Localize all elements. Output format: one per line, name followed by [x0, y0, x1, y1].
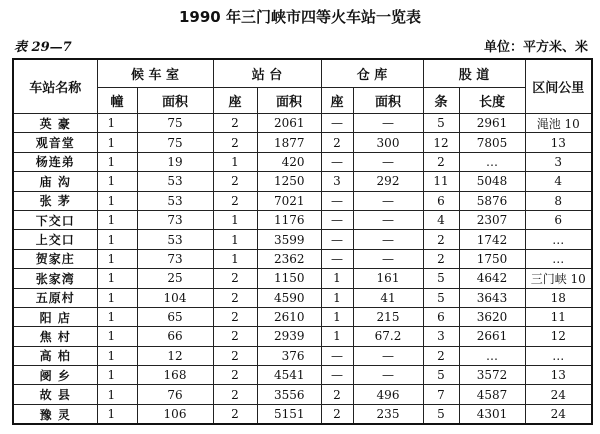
distance-cell: 18 — [525, 288, 592, 307]
distance-cell: … — [525, 230, 592, 249]
table-row — [13, 288, 592, 307]
warehouse-area-cell: — — [353, 249, 423, 268]
waiting-count-cell: 1 — [97, 152, 137, 171]
warehouse-area-cell: — — [353, 230, 423, 249]
platform-area-cell: 420 — [257, 152, 321, 171]
waiting-count-cell: 1 — [97, 404, 137, 424]
warehouse-area-cell: — — [353, 114, 423, 133]
platform-area-cell: 1877 — [257, 133, 321, 152]
warehouse-area-cell: — — [353, 366, 423, 385]
platform-count-cell: 2 — [213, 385, 257, 404]
platform-area-cell: 3556 — [257, 385, 321, 404]
waiting-count-cell: 1 — [97, 385, 137, 404]
waiting-count-cell: 1 — [97, 172, 137, 191]
waiting-count-cell: 1 — [97, 133, 137, 152]
warehouse-area-cell: 300 — [353, 133, 423, 152]
table-row — [13, 114, 592, 133]
table-body — [13, 114, 592, 425]
table-title: 1990 年三门峡市四等火车站一览表 — [179, 8, 421, 26]
track-length-cell: 3620 — [459, 307, 525, 326]
waiting-area-cell: 168 — [137, 366, 213, 385]
platform-area-cell: 1150 — [257, 269, 321, 288]
platform-area-cell: 7021 — [257, 191, 321, 210]
header-track-count: 条 — [423, 88, 459, 114]
waiting-area-cell: 106 — [137, 404, 213, 424]
warehouse-area-cell: 496 — [353, 385, 423, 404]
platform-count-cell: 1 — [213, 152, 257, 171]
header-warehouse-area: 面积 — [353, 88, 423, 114]
station-name-cell: 观音堂 — [13, 133, 97, 152]
station-name-cell: 张 茅 — [13, 191, 97, 210]
track-length-cell: 2661 — [459, 327, 525, 346]
waiting-area-cell: 53 — [137, 230, 213, 249]
distance-cell: … — [525, 249, 592, 268]
waiting-count-cell: 1 — [97, 307, 137, 326]
waiting-count-cell: 1 — [97, 230, 137, 249]
warehouse-count-cell: 1 — [321, 269, 353, 288]
header-warehouse-count: 座 — [321, 88, 353, 114]
distance-cell: 24 — [525, 404, 592, 424]
warehouse-area-cell: 235 — [353, 404, 423, 424]
warehouse-area-cell: 67.2 — [353, 327, 423, 346]
track-length-cell: … — [459, 346, 525, 365]
track-count-cell: 3 — [423, 327, 459, 346]
warehouse-count-cell: — — [321, 230, 353, 249]
waiting-area-cell: 75 — [137, 114, 213, 133]
station-table — [12, 58, 593, 425]
platform-count-cell: 1 — [213, 249, 257, 268]
track-count-cell: 5 — [423, 114, 459, 133]
distance-cell: 6 — [525, 210, 592, 229]
track-count-cell: 5 — [423, 404, 459, 424]
station-name-cell: 阌 乡 — [13, 366, 97, 385]
waiting-count-cell: 1 — [97, 269, 137, 288]
distance-cell: 3 — [525, 152, 592, 171]
warehouse-area-cell: 215 — [353, 307, 423, 326]
platform-area-cell: 2610 — [257, 307, 321, 326]
platform-area-cell: 376 — [257, 346, 321, 365]
warehouse-count-cell: — — [321, 346, 353, 365]
platform-count-cell: 2 — [213, 191, 257, 210]
platform-area-cell: 2939 — [257, 327, 321, 346]
track-count-cell: 12 — [423, 133, 459, 152]
waiting-area-cell: 104 — [137, 288, 213, 307]
track-count-cell: 2 — [423, 346, 459, 365]
waiting-area-cell: 53 — [137, 172, 213, 191]
track-count-cell: 5 — [423, 366, 459, 385]
track-count-cell: 2 — [423, 152, 459, 171]
station-name-cell: 贺家庄 — [13, 249, 97, 268]
station-name-cell: 故 县 — [13, 385, 97, 404]
unit-label: 单位：平方米、米 — [483, 40, 588, 55]
station-name-cell: 上交口 — [13, 230, 97, 249]
track-length-cell: 4642 — [459, 269, 525, 288]
warehouse-count-cell: — — [321, 114, 353, 133]
warehouse-count-cell: — — [321, 366, 353, 385]
track-count-cell: 6 — [423, 307, 459, 326]
header-platform-area: 面积 — [257, 88, 321, 114]
warehouse-count-cell: 1 — [321, 288, 353, 307]
distance-cell: 13 — [525, 133, 592, 152]
warehouse-area-cell: 161 — [353, 269, 423, 288]
track-length-cell: 4587 — [459, 385, 525, 404]
waiting-count-cell: 1 — [97, 288, 137, 307]
warehouse-area-cell: 41 — [353, 288, 423, 307]
waiting-count-cell: 1 — [97, 249, 137, 268]
warehouse-area-cell: 292 — [353, 172, 423, 191]
table-row — [13, 133, 592, 152]
station-name-cell: 高 柏 — [13, 346, 97, 365]
distance-cell: 12 — [525, 327, 592, 346]
track-count-cell: 5 — [423, 288, 459, 307]
table-row — [13, 269, 592, 288]
waiting-area-cell: 25 — [137, 269, 213, 288]
waiting-count-cell: 1 — [97, 191, 137, 210]
waiting-count-cell: 1 — [97, 114, 137, 133]
table-row — [13, 366, 592, 385]
platform-count-cell: 2 — [213, 346, 257, 365]
track-length-cell: 7805 — [459, 133, 525, 152]
table-row — [13, 249, 592, 268]
table-number: 表 29—7 — [14, 40, 72, 55]
table-row — [13, 191, 592, 210]
platform-area-cell: 1250 — [257, 172, 321, 191]
platform-count-cell: 2 — [213, 172, 257, 191]
track-length-cell: 5876 — [459, 191, 525, 210]
distance-cell: 8 — [525, 191, 592, 210]
track-count-cell: 4 — [423, 210, 459, 229]
platform-count-cell: 1 — [213, 210, 257, 229]
platform-count-cell: 2 — [213, 114, 257, 133]
waiting-area-cell: 66 — [137, 327, 213, 346]
station-name-cell: 杨连弟 — [13, 152, 97, 171]
waiting-count-cell: 1 — [97, 210, 137, 229]
platform-area-cell: 1176 — [257, 210, 321, 229]
warehouse-count-cell: 2 — [321, 385, 353, 404]
header-waiting-room: 候 车 室 — [97, 59, 213, 88]
platform-area-cell: 4541 — [257, 366, 321, 385]
station-name-cell: 阳 店 — [13, 307, 97, 326]
table-row — [13, 404, 592, 424]
header-track-length: 长度 — [459, 88, 525, 114]
station-name-cell: 张家湾 — [13, 269, 97, 288]
station-name-cell: 豫 灵 — [13, 404, 97, 424]
platform-area-cell: 5151 — [257, 404, 321, 424]
station-name-cell: 五原村 — [13, 288, 97, 307]
header-waiting-area: 面积 — [137, 88, 213, 114]
track-count-cell: 2 — [423, 249, 459, 268]
track-count-cell: 5 — [423, 269, 459, 288]
waiting-area-cell: 76 — [137, 385, 213, 404]
waiting-area-cell: 73 — [137, 210, 213, 229]
platform-count-cell: 1 — [213, 230, 257, 249]
waiting-area-cell: 73 — [137, 249, 213, 268]
track-length-cell: 2307 — [459, 210, 525, 229]
distance-cell: 11 — [525, 307, 592, 326]
distance-cell: 4 — [525, 172, 592, 191]
warehouse-area-cell: — — [353, 210, 423, 229]
warehouse-count-cell: 1 — [321, 307, 353, 326]
header-waiting-count: 幢 — [97, 88, 137, 114]
platform-area-cell: 3599 — [257, 230, 321, 249]
platform-count-cell: 2 — [213, 288, 257, 307]
table-row — [13, 307, 592, 326]
warehouse-count-cell: 1 — [321, 327, 353, 346]
table-row — [13, 172, 592, 191]
warehouse-count-cell: 3 — [321, 172, 353, 191]
station-name-cell: 下交口 — [13, 210, 97, 229]
warehouse-area-cell: — — [353, 346, 423, 365]
table-row — [13, 327, 592, 346]
track-count-cell: 2 — [423, 230, 459, 249]
header-distance: 区间公里 — [525, 59, 592, 114]
track-length-cell: 1742 — [459, 230, 525, 249]
distance-cell: … — [525, 346, 592, 365]
header-warehouse: 仓 库 — [321, 59, 423, 88]
distance-cell: 渑池 10 — [525, 114, 592, 133]
platform-area-cell: 4590 — [257, 288, 321, 307]
waiting-area-cell: 75 — [137, 133, 213, 152]
table-row — [13, 346, 592, 365]
platform-count-cell: 2 — [213, 404, 257, 424]
header-platform: 站 台 — [213, 59, 321, 88]
track-length-cell: 5048 — [459, 172, 525, 191]
table-row — [13, 385, 592, 404]
distance-cell: 24 — [525, 385, 592, 404]
track-count-cell: 11 — [423, 172, 459, 191]
track-count-cell: 7 — [423, 385, 459, 404]
table-row — [13, 230, 592, 249]
track-count-cell: 6 — [423, 191, 459, 210]
warehouse-area-cell: — — [353, 191, 423, 210]
platform-count-cell: 2 — [213, 133, 257, 152]
waiting-count-cell: 1 — [97, 366, 137, 385]
platform-count-cell: 2 — [213, 327, 257, 346]
track-length-cell: … — [459, 152, 525, 171]
track-length-cell: 1750 — [459, 249, 525, 268]
waiting-count-cell: 1 — [97, 346, 137, 365]
waiting-area-cell: 12 — [137, 346, 213, 365]
station-name-cell: 庙 沟 — [13, 172, 97, 191]
track-length-cell: 3572 — [459, 366, 525, 385]
warehouse-count-cell: 2 — [321, 133, 353, 152]
table-row — [13, 210, 592, 229]
track-length-cell: 3643 — [459, 288, 525, 307]
platform-count-cell: 2 — [213, 307, 257, 326]
warehouse-count-cell: — — [321, 210, 353, 229]
warehouse-count-cell: — — [321, 249, 353, 268]
warehouse-count-cell: — — [321, 152, 353, 171]
waiting-area-cell: 53 — [137, 191, 213, 210]
waiting-count-cell: 1 — [97, 327, 137, 346]
warehouse-count-cell: 2 — [321, 404, 353, 424]
header-station: 车站名称 — [13, 59, 97, 114]
table-row — [13, 152, 592, 171]
platform-area-cell: 2061 — [257, 114, 321, 133]
waiting-area-cell: 19 — [137, 152, 213, 171]
platform-count-cell: 2 — [213, 366, 257, 385]
station-name-cell: 英 豪 — [13, 114, 97, 133]
warehouse-count-cell: — — [321, 191, 353, 210]
station-name-cell: 焦 村 — [13, 327, 97, 346]
track-length-cell: 4301 — [459, 404, 525, 424]
platform-count-cell: 2 — [213, 269, 257, 288]
header-platform-count: 座 — [213, 88, 257, 114]
distance-cell: 13 — [525, 366, 592, 385]
warehouse-area-cell: — — [353, 152, 423, 171]
platform-area-cell: 2362 — [257, 249, 321, 268]
header-track: 股 道 — [423, 59, 525, 88]
waiting-area-cell: 65 — [137, 307, 213, 326]
track-length-cell: 2961 — [459, 114, 525, 133]
distance-cell: 三门峡 10 — [525, 269, 592, 288]
